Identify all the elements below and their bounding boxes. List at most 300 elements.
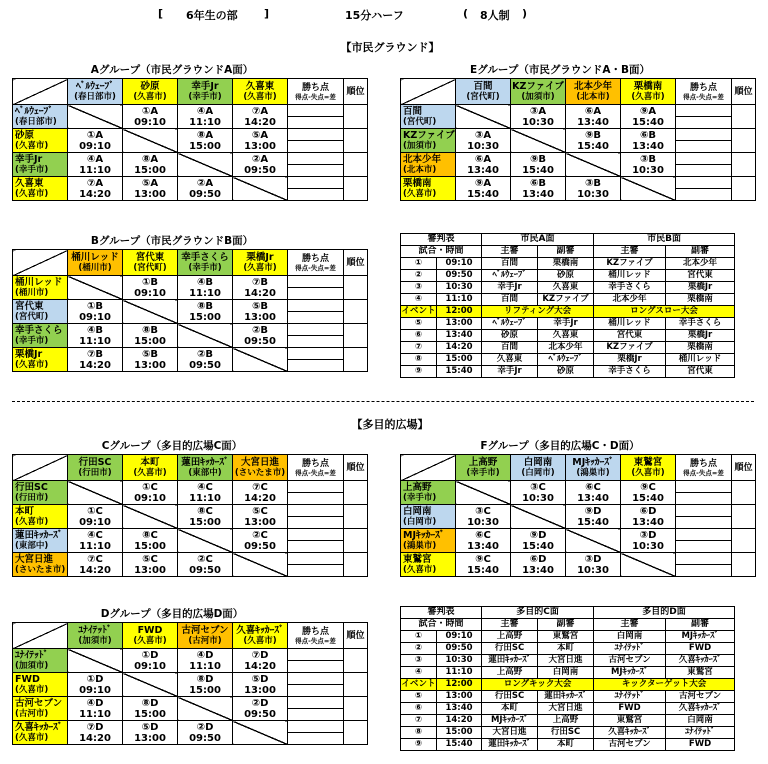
match-number: ⑥ bbox=[401, 330, 437, 342]
team-name: MJｷｯｶｰｽﾞ bbox=[403, 530, 445, 541]
match-number: ④C bbox=[197, 481, 213, 493]
team-city: (久喜市) bbox=[243, 636, 277, 646]
referee-table-label: 審判表 bbox=[401, 234, 482, 246]
diagonal-cell bbox=[68, 649, 123, 673]
schedule-row bbox=[401, 655, 735, 667]
team-name: 幸手さくら bbox=[15, 325, 63, 336]
team-header bbox=[68, 250, 123, 276]
match-time: 14:20 bbox=[244, 492, 276, 504]
team-city: (久喜市) bbox=[631, 468, 665, 478]
match-number: ⑤B bbox=[251, 300, 269, 312]
team-header bbox=[68, 455, 123, 481]
match-cell bbox=[511, 153, 566, 177]
match-number: ⑦D bbox=[251, 649, 269, 661]
match-number: ⑥B bbox=[529, 177, 547, 189]
main-referee: 百間 bbox=[482, 294, 538, 306]
match-cell bbox=[68, 300, 123, 324]
team-name: 栗橋Jr bbox=[246, 252, 274, 263]
match-cell bbox=[233, 481, 288, 505]
header-paren-open: ( bbox=[463, 7, 469, 20]
team-name: 幸手Jr bbox=[191, 81, 219, 92]
main-referee: 幸手Jr bbox=[482, 282, 538, 294]
match-time: 09:10 bbox=[79, 516, 111, 528]
match-number: ②B bbox=[251, 324, 269, 336]
team-name: ﾍﾞﾙｳｪｰﾌﾞ bbox=[75, 81, 114, 92]
corner-cell bbox=[13, 455, 68, 481]
schedule-row bbox=[401, 643, 735, 655]
assistant-referee: 東鷲宮 bbox=[538, 631, 594, 643]
match-number: ⑥C bbox=[475, 529, 491, 541]
corner-cell bbox=[401, 79, 456, 105]
points-cell bbox=[676, 505, 732, 517]
match-number: ⑧C bbox=[197, 505, 213, 517]
match-time: 13:40 bbox=[632, 516, 664, 528]
team-header bbox=[511, 79, 566, 105]
match-time: 14:20 bbox=[79, 188, 111, 200]
team-row-label bbox=[13, 721, 68, 745]
team-name: 蓮田ｷｯｶｰｽﾞ bbox=[181, 457, 229, 468]
team-row-label bbox=[13, 553, 68, 577]
assistant-referee: 砂原 bbox=[538, 366, 594, 378]
match-number: ①C bbox=[87, 505, 103, 517]
players-format: 8人制 bbox=[480, 9, 510, 22]
points-cell bbox=[288, 553, 344, 565]
rank-cell bbox=[344, 697, 368, 721]
goal-diff-cell bbox=[288, 517, 344, 529]
match-number: ③D bbox=[639, 529, 657, 541]
match-number: ⑥B bbox=[639, 129, 657, 141]
match-time: 15:40 bbox=[467, 188, 499, 200]
match-cell bbox=[123, 529, 178, 553]
match-time: 14:20 bbox=[437, 715, 482, 727]
goal-diff-cell bbox=[676, 117, 732, 129]
match-cell bbox=[178, 721, 233, 745]
match-number: ④D bbox=[196, 649, 214, 661]
corner-cell bbox=[401, 455, 456, 481]
team-city: (幸手市) bbox=[15, 336, 49, 346]
goal-diff-cell bbox=[288, 709, 344, 721]
match-cell bbox=[566, 505, 621, 529]
points-cell bbox=[288, 721, 344, 733]
goal-diff-cell bbox=[288, 565, 344, 577]
match-time: 11:10 bbox=[189, 660, 221, 672]
diagonal-cell bbox=[178, 697, 233, 721]
event-row bbox=[401, 679, 735, 691]
match-cell bbox=[178, 481, 233, 505]
team-name: KZファイブ bbox=[403, 130, 455, 141]
match-cell bbox=[68, 529, 123, 553]
match-cell bbox=[123, 348, 178, 372]
main-referee: ﾕﾅｲﾃｯﾄﾞ bbox=[594, 691, 666, 703]
assistant-referee: 久喜東 bbox=[538, 330, 594, 342]
schedule-row bbox=[401, 354, 735, 366]
match-time: 11:10 bbox=[79, 540, 111, 552]
team-row-label bbox=[13, 697, 68, 721]
rank-cell bbox=[344, 105, 368, 129]
assistant-referee: 栗橋南 bbox=[666, 342, 735, 354]
match-cell bbox=[566, 553, 621, 577]
points-cell bbox=[288, 649, 344, 661]
team-city: (加須市) bbox=[78, 636, 112, 646]
rank-cell bbox=[732, 529, 756, 553]
match-number: ④B bbox=[86, 324, 104, 336]
match-number: ⑥ bbox=[401, 703, 437, 715]
main-referee: 古河セブン bbox=[594, 655, 666, 667]
main-referee-header: 主審 bbox=[594, 619, 666, 631]
match-number: ②A bbox=[251, 153, 269, 165]
match-cell bbox=[456, 505, 511, 529]
match-number: ③A bbox=[474, 129, 492, 141]
match-time: 15:00 bbox=[437, 354, 482, 366]
match-time: 09:10 bbox=[79, 311, 111, 323]
team-row-label bbox=[13, 324, 68, 348]
match-number: ⑨B bbox=[584, 129, 602, 141]
main-referee: 大宮日進 bbox=[482, 727, 538, 739]
match-number: ③A bbox=[529, 105, 547, 117]
match-cell bbox=[68, 553, 123, 577]
assistant-referee: FWD bbox=[666, 643, 735, 655]
match-number: ①C bbox=[142, 481, 158, 493]
match-number: ③C bbox=[475, 505, 491, 517]
team-name: 久喜ｷｯｶｰｽﾞ bbox=[15, 722, 63, 733]
match-time: 10:30 bbox=[437, 655, 482, 667]
referee-schedule-shimin bbox=[400, 233, 735, 378]
match-cell bbox=[123, 276, 178, 300]
field-a-header: 多目的C面 bbox=[482, 607, 594, 619]
team-name: FWD bbox=[137, 625, 163, 636]
assistant-referee: 北本少年 bbox=[666, 258, 735, 270]
match-time: 09:50 bbox=[244, 540, 276, 552]
assistant-referee: 栗橋南 bbox=[666, 294, 735, 306]
match-number: ⑤C bbox=[142, 553, 158, 565]
match-number: ⑦B bbox=[251, 276, 269, 288]
rank-cell bbox=[344, 505, 368, 529]
team-header bbox=[68, 79, 123, 105]
match-time: 09:50 bbox=[437, 643, 482, 655]
match-cell bbox=[511, 553, 566, 577]
match-time: 13:00 bbox=[134, 359, 166, 371]
goal-diff-cell bbox=[288, 312, 344, 324]
rank-cell bbox=[344, 481, 368, 505]
rank-cell bbox=[732, 177, 756, 201]
team-row-label bbox=[13, 481, 68, 505]
goal-diff-cell bbox=[676, 141, 732, 153]
team-name: 蓮田ｷｯｶｰｽﾞ bbox=[15, 530, 63, 541]
match-time: 14:20 bbox=[244, 287, 276, 299]
team-header bbox=[178, 623, 233, 649]
team-name: 古河セブン bbox=[181, 625, 229, 636]
match-cell bbox=[233, 129, 288, 153]
match-number: ⑧ bbox=[401, 354, 437, 366]
diagonal-cell bbox=[178, 529, 233, 553]
match-time: 09:50 bbox=[244, 164, 276, 176]
match-time: 15:00 bbox=[134, 335, 166, 347]
team-city: (桶川市) bbox=[15, 288, 49, 298]
assistant-referee: 蓮田ｷｯｶｰｽﾞ bbox=[538, 691, 594, 703]
rank-header: 順位 bbox=[732, 79, 756, 105]
team-header bbox=[233, 455, 288, 481]
schedule-row bbox=[401, 691, 735, 703]
points-cell bbox=[676, 529, 732, 541]
match-number: ②C bbox=[197, 553, 213, 565]
team-header bbox=[511, 455, 566, 481]
match-time: 13:00 bbox=[134, 564, 166, 576]
match-time: 13:00 bbox=[244, 516, 276, 528]
schedule-row bbox=[401, 318, 735, 330]
match-cell bbox=[68, 348, 123, 372]
group-a-table bbox=[12, 78, 368, 201]
goal-diff-cell bbox=[676, 165, 732, 177]
team-row-label bbox=[13, 177, 68, 201]
team-header bbox=[233, 250, 288, 276]
team-name: 白岡南 bbox=[523, 457, 553, 468]
team-header bbox=[456, 79, 511, 105]
team-header bbox=[68, 623, 123, 649]
schedule-row bbox=[401, 631, 735, 643]
group-d-title: Dグループ（多目的広場D面） bbox=[100, 608, 244, 620]
match-time: 15:00 bbox=[189, 684, 221, 696]
match-number: ⑧ bbox=[401, 727, 437, 739]
assistant-referee: 栗橋Jr bbox=[666, 282, 735, 294]
team-row-label bbox=[13, 153, 68, 177]
team-city: (白岡市) bbox=[521, 468, 555, 478]
match-time: 09:10 bbox=[134, 116, 166, 128]
team-name: 古河セブン bbox=[15, 698, 63, 709]
match-time: 11:10 bbox=[79, 335, 111, 347]
team-row-label bbox=[13, 348, 68, 372]
points-cell bbox=[288, 673, 344, 685]
assistant-referee: 本町 bbox=[538, 643, 594, 655]
diagonal-cell bbox=[178, 324, 233, 348]
match-cell bbox=[68, 129, 123, 153]
match-time: 09:50 bbox=[189, 732, 221, 744]
team-city: (久喜市) bbox=[133, 92, 167, 102]
main-referee: 久喜東 bbox=[482, 354, 538, 366]
points-cell bbox=[288, 129, 344, 141]
diagonal-cell bbox=[123, 505, 178, 529]
match-cell bbox=[123, 105, 178, 129]
group-a-title: Aグループ（市民グラウンドA面） bbox=[90, 64, 254, 76]
group-e-title: Eグループ（市民グラウンドA・B面） bbox=[470, 64, 650, 76]
match-number: ⑤B bbox=[141, 348, 159, 360]
match-cell bbox=[123, 177, 178, 201]
team-name: 久喜東 bbox=[15, 178, 44, 189]
match-number: ④A bbox=[86, 153, 104, 165]
main-referee: 北本少年 bbox=[594, 294, 666, 306]
diagonal-cell bbox=[621, 177, 676, 201]
match-cell bbox=[178, 105, 233, 129]
match-number: ⑦C bbox=[87, 553, 103, 565]
match-time: 10:30 bbox=[632, 164, 664, 176]
match-time: 10:30 bbox=[522, 492, 554, 504]
referee-table-label: 審判表 bbox=[401, 607, 482, 619]
assistant-referee-header: 副審 bbox=[666, 619, 735, 631]
main-referee: 桶川レッド bbox=[594, 318, 666, 330]
main-referee-header: 主審 bbox=[594, 246, 666, 258]
match-number: ⑧D bbox=[196, 673, 214, 685]
team-row-label bbox=[13, 505, 68, 529]
team-header bbox=[178, 250, 233, 276]
schedule-row bbox=[401, 739, 735, 751]
match-time: 15:40 bbox=[577, 140, 609, 152]
match-time: 09:10 bbox=[134, 492, 166, 504]
match-number: ⑨B bbox=[529, 153, 547, 165]
main-referee: ﾕﾅｲﾃｯﾄﾞ bbox=[594, 643, 666, 655]
points-cell bbox=[288, 105, 344, 117]
goal-diff-cell bbox=[288, 661, 344, 673]
match-cell bbox=[566, 129, 621, 153]
points-cell bbox=[676, 129, 732, 141]
assistant-referee: 栗橋Jr bbox=[666, 330, 735, 342]
diagonal-cell bbox=[456, 105, 511, 129]
match-number: ⑧B bbox=[141, 324, 159, 336]
main-referee: 宮代東 bbox=[594, 330, 666, 342]
match-cell bbox=[511, 481, 566, 505]
match-number: ①B bbox=[141, 276, 159, 288]
points-cell bbox=[676, 153, 732, 165]
match-cell bbox=[456, 553, 511, 577]
team-city: (白岡市) bbox=[403, 517, 437, 527]
match-time: 13:40 bbox=[467, 540, 499, 552]
points-header bbox=[676, 455, 732, 481]
schedule-row bbox=[401, 258, 735, 270]
team-row-label bbox=[401, 129, 456, 153]
main-referee: MJｷｯｶｰｽﾞ bbox=[594, 667, 666, 679]
diagonal-cell bbox=[233, 721, 288, 745]
match-time: 09:50 bbox=[189, 188, 221, 200]
goal-diff-cell bbox=[288, 685, 344, 697]
team-header bbox=[233, 623, 288, 649]
rank-header: 順位 bbox=[732, 455, 756, 481]
match-number: ⑨C bbox=[475, 553, 491, 565]
match-number: ⑧A bbox=[141, 153, 159, 165]
team-row-label bbox=[13, 649, 68, 673]
match-number: ⑦A bbox=[86, 177, 104, 189]
referee-schedule-tamokuteki bbox=[400, 606, 735, 751]
rank-cell bbox=[732, 129, 756, 153]
team-city: (幸手市) bbox=[15, 165, 49, 175]
points-cell bbox=[676, 105, 732, 117]
points-cell bbox=[288, 324, 344, 336]
goal-diff-cell bbox=[676, 517, 732, 529]
assistant-referee: ﾕﾅｲﾃｯﾄﾞ bbox=[666, 727, 735, 739]
assistant-referee: 大宮日進 bbox=[538, 703, 594, 715]
team-city: (宮代町) bbox=[466, 92, 500, 102]
match-cell bbox=[566, 105, 621, 129]
team-city: (鴻巣市) bbox=[576, 468, 610, 478]
goal-diff-cell bbox=[288, 541, 344, 553]
match-time: 15:40 bbox=[467, 564, 499, 576]
match-time: 10:30 bbox=[632, 540, 664, 552]
team-city: (加須市) bbox=[403, 141, 437, 151]
match-number: ①A bbox=[86, 129, 104, 141]
team-city: (古河市) bbox=[188, 636, 222, 646]
match-number: ⑦C bbox=[252, 481, 268, 493]
main-referee: MJｷｯｶｰｽﾞ bbox=[482, 715, 538, 727]
match-time: 14:20 bbox=[244, 660, 276, 672]
team-name: 久喜ｷｯｶｰｽﾞ bbox=[236, 625, 284, 636]
match-number: ⑤ bbox=[401, 318, 437, 330]
match-time: 09:10 bbox=[437, 258, 482, 270]
match-cell bbox=[233, 324, 288, 348]
match-cell bbox=[456, 529, 511, 553]
match-time: 13:00 bbox=[244, 140, 276, 152]
points-header bbox=[288, 623, 344, 649]
team-city: (久喜市) bbox=[133, 636, 167, 646]
diagonal-cell bbox=[511, 505, 566, 529]
assistant-referee: 上高野 bbox=[538, 715, 594, 727]
match-time: 13:00 bbox=[437, 318, 482, 330]
event-label: イベント bbox=[401, 679, 436, 689]
goal-diff-cell bbox=[288, 141, 344, 153]
match-cell bbox=[123, 481, 178, 505]
match-time: 09:50 bbox=[437, 270, 482, 282]
match-number: ⑦A bbox=[251, 105, 269, 117]
match-number: ①D bbox=[141, 649, 159, 661]
match-time: 09:10 bbox=[437, 631, 482, 643]
assistant-referee: 宮代東 bbox=[666, 270, 735, 282]
match-number: ⑤A bbox=[141, 177, 159, 189]
rank-cell bbox=[732, 553, 756, 577]
match-time: 14:20 bbox=[79, 564, 111, 576]
match-cell bbox=[178, 673, 233, 697]
points-formula: 得点-失点=差 bbox=[295, 92, 336, 101]
team-name: 上高野 bbox=[468, 457, 498, 468]
goal-diff-cell bbox=[288, 189, 344, 201]
match-time: 15:00 bbox=[189, 140, 221, 152]
team-header bbox=[621, 79, 676, 105]
match-time: 09:50 bbox=[244, 335, 276, 347]
match-number: ③D bbox=[584, 553, 602, 565]
group-f-title: Fグループ（多目的広場C・D面） bbox=[480, 440, 640, 452]
match-time: 10:30 bbox=[577, 564, 609, 576]
team-header bbox=[233, 79, 288, 105]
group-c-table bbox=[12, 454, 368, 577]
team-city: (さいたま市) bbox=[15, 565, 66, 575]
team-name: 行田SC bbox=[15, 482, 48, 493]
team-city: (北本市) bbox=[576, 92, 610, 102]
corner-cell bbox=[13, 79, 68, 105]
assistant-referee: 久喜東 bbox=[538, 282, 594, 294]
main-referee: ﾍﾞﾙｳｪｰﾌﾞ bbox=[482, 270, 538, 282]
assistant-referee: 幸手さくら bbox=[666, 318, 735, 330]
team-name: 栗橋南 bbox=[403, 178, 432, 189]
diagonal-cell bbox=[566, 529, 621, 553]
match-time: 13:40 bbox=[577, 116, 609, 128]
match-time: 09:50 bbox=[189, 564, 221, 576]
match-cell bbox=[566, 177, 621, 201]
team-header bbox=[566, 79, 621, 105]
team-city: (春日部市) bbox=[15, 117, 57, 127]
match-cell bbox=[621, 481, 676, 505]
match-cell bbox=[233, 105, 288, 129]
goal-diff-cell bbox=[676, 493, 732, 505]
match-cell bbox=[178, 649, 233, 673]
points-formula: 得点-失点=差 bbox=[295, 636, 336, 645]
match-cell bbox=[123, 697, 178, 721]
points-cell bbox=[288, 529, 344, 541]
team-name: 本町 bbox=[15, 506, 35, 517]
main-referee: 行田SC bbox=[482, 643, 538, 655]
match-format: 15分ハーフ bbox=[345, 9, 404, 22]
points-label: 勝ち点 bbox=[689, 82, 717, 93]
match-cell bbox=[621, 153, 676, 177]
team-name: ﾕﾅｲﾃｯﾄﾞ bbox=[15, 650, 49, 661]
assistant-referee: 砂原 bbox=[538, 270, 594, 282]
assistant-referee: 行田SC bbox=[538, 727, 594, 739]
schedule-row bbox=[401, 703, 735, 715]
assistant-referee-header: 副審 bbox=[666, 246, 735, 258]
